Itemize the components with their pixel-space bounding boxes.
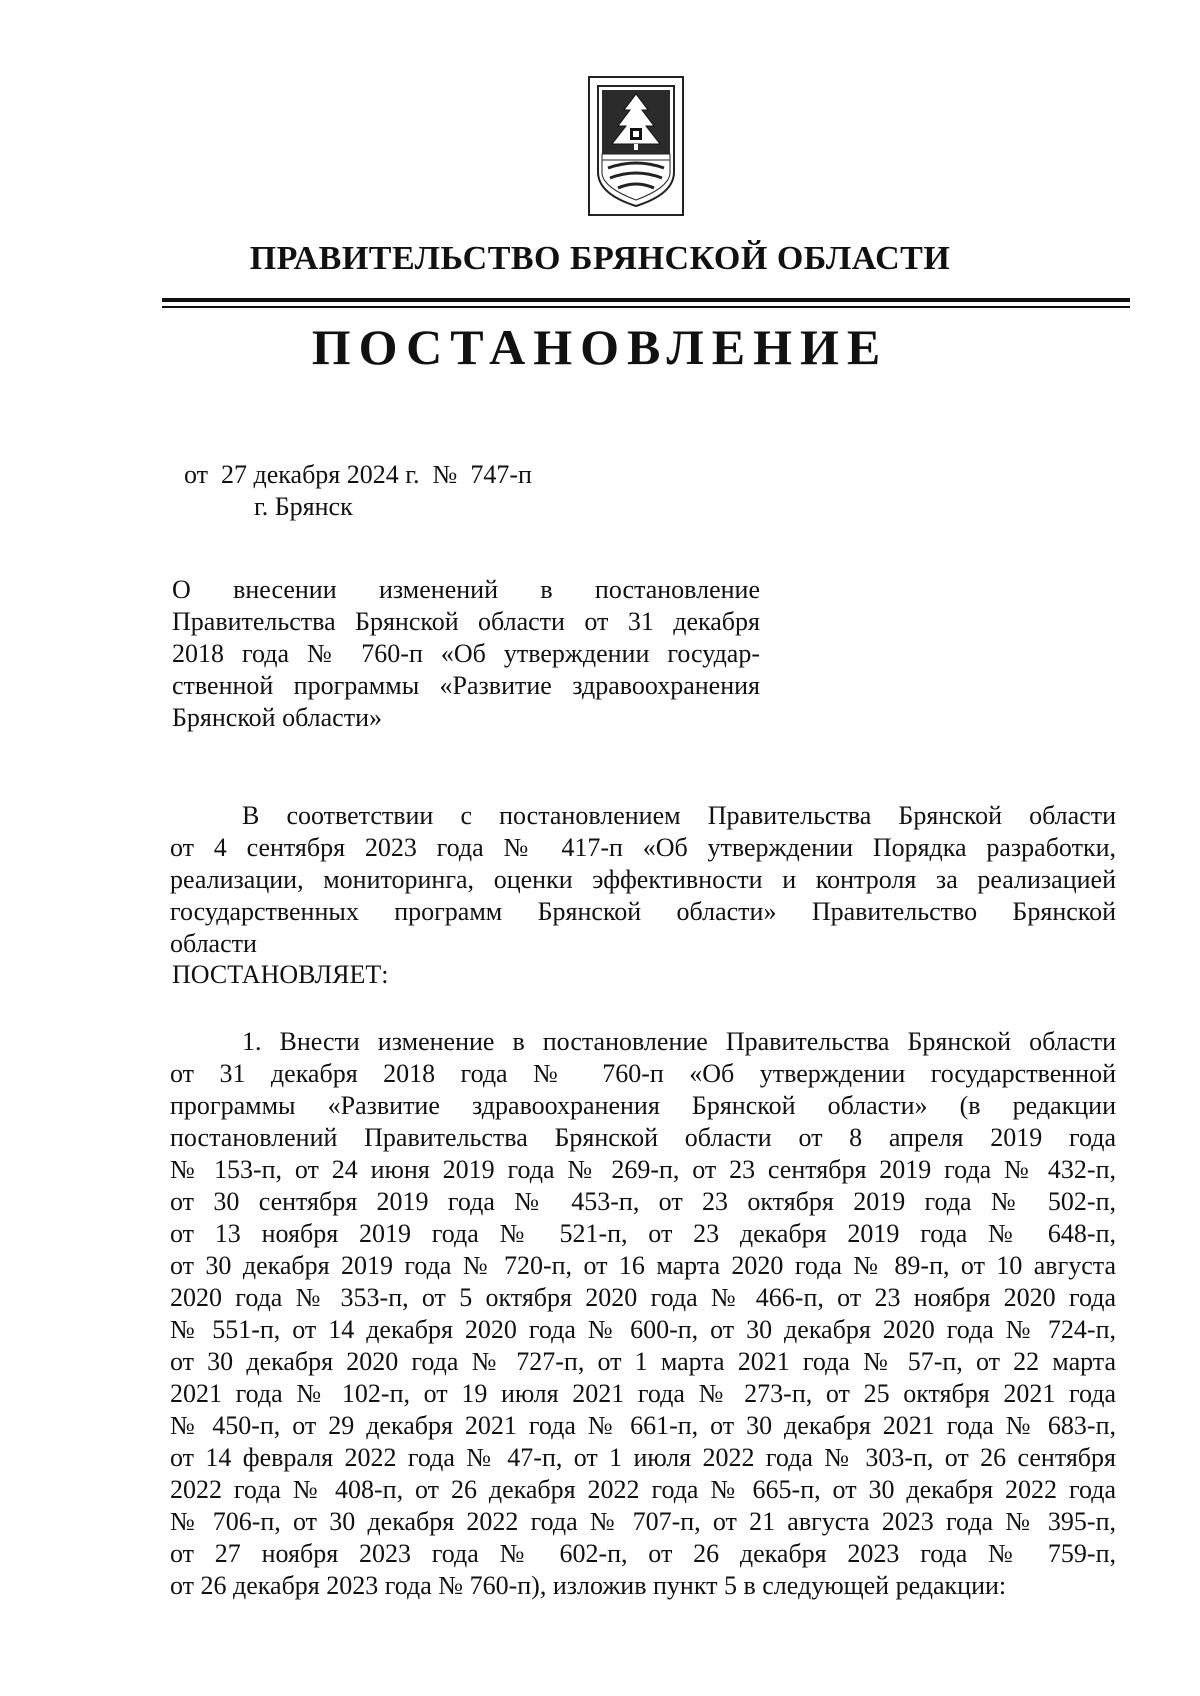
coat-of-arms-icon <box>588 76 684 216</box>
clause-line: от 30 сентября 2019 года № 453-п, от 23 октября 2019 года № 502-п, <box>170 1187 1116 1216</box>
preamble-line: от 4 сентября 2023 года № 417-п «Об утверждении Порядка разработки, <box>170 833 1116 862</box>
decree-word: ПОСТАНОВЛЯЕТ: <box>172 960 389 989</box>
document-date-number <box>184 460 532 490</box>
subject-line: О внесении изменений в постановление <box>172 575 760 604</box>
clause-line: № 551-п, от 14 декабря 2020 года № 600-п, от 30 декабря 2020 года № 724-п, <box>170 1315 1116 1344</box>
document-subject <box>172 574 760 734</box>
preamble-line: области <box>170 929 257 958</box>
subject-line: 2018 года № 760-п «Об утверждении государ- <box>172 639 760 668</box>
preamble-line: государственных программ Брянской области» Правительство Брянской <box>170 897 1116 926</box>
clause-line: от 31 декабря 2018 года № 760-п «Об утверждении государственной <box>170 1059 1116 1088</box>
clause-line: № 153-п, от 24 июня 2019 года № 269-п, от 23 сентября 2019 года № 432-п, <box>170 1155 1116 1184</box>
subject-line: Брянской области» <box>172 703 382 732</box>
preamble-line: реализации, мониторинга, оценки эффективности и контроля за реализацией <box>170 865 1116 894</box>
clause-line: 2021 года № 102-п, от 19 июля 2021 года № 273-п, от 25 октября 2021 года <box>170 1379 1116 1408</box>
clause-line: от 14 февраля 2022 года № 47-п, от 1 июля 2022 года № 303-п, от 26 сентября <box>170 1443 1116 1472</box>
government-name: ПРАВИТЕЛЬСТВО БРЯНСКОЙ ОБЛАСТИ <box>249 240 951 277</box>
clause-line: 2022 года № 408-п, от 26 декабря 2022 года № 665-п, от 30 декабря 2022 года <box>170 1475 1116 1504</box>
clause-line: № 706-п, от 30 декабря 2022 года № 707-п, от 21 августа 2023 года № 395-п, <box>170 1507 1116 1536</box>
clause-line: от 30 декабря 2020 года № 727-п, от 1 марта 2021 года № 57-п, от 22 марта <box>170 1347 1116 1376</box>
header-rule-thick <box>162 298 1130 302</box>
clause-line: программы «Развитие здравоохранения Брянской области» (в редакции <box>170 1091 1116 1120</box>
clause-line: 2020 года № 353-п, от 5 октября 2020 года № 466-п, от 23 ноября 2020 года <box>170 1283 1116 1312</box>
clause-line: № 450-п, от 29 декабря 2021 года № 661-п, от 30 декабря 2021 года № 683-п, <box>170 1411 1116 1440</box>
header-rule-thin <box>162 306 1130 308</box>
clause-line: от 30 декабря 2019 года № 720-п, от 16 марта 2020 года № 89-п, от 10 августа <box>170 1251 1116 1280</box>
number-sign: № <box>432 460 458 489</box>
preamble-paragraph <box>170 800 1116 960</box>
document-date: 27 декабря 2024 г. <box>221 460 420 489</box>
preamble-line: В соответствии с постановлением Правительства Брянской области <box>242 801 1116 830</box>
document-type-title: ПОСТАНОВЛЕНИЕ <box>311 319 889 375</box>
subject-line: ственной программы «Развитие здравоохранения <box>172 671 760 700</box>
clause-line: 1. Внести изменение в постановление Правительства Брянской области <box>242 1027 1116 1056</box>
subject-line: Правительства Брянской области от 31 декабря <box>172 607 760 636</box>
clause-1-paragraph <box>170 1026 1116 1602</box>
clause-line: от 27 ноября 2023 года № 602-п, от 26 декабря 2023 года № 759-п, <box>170 1539 1116 1568</box>
date-prefix: от <box>184 460 209 489</box>
document-city: г. Брянск <box>254 492 353 521</box>
document-number: 747-п <box>470 460 532 489</box>
clause-line: от 26 декабря 2023 года № 760-п), изложив пункт 5 в следующей редакции: <box>170 1571 1007 1600</box>
clause-line: от 13 ноября 2019 года № 521-п, от 23 декабря 2019 года № 648-п, <box>170 1219 1116 1248</box>
clause-line: постановлений Правительства Брянской области от 8 апреля 2019 года <box>170 1123 1116 1152</box>
